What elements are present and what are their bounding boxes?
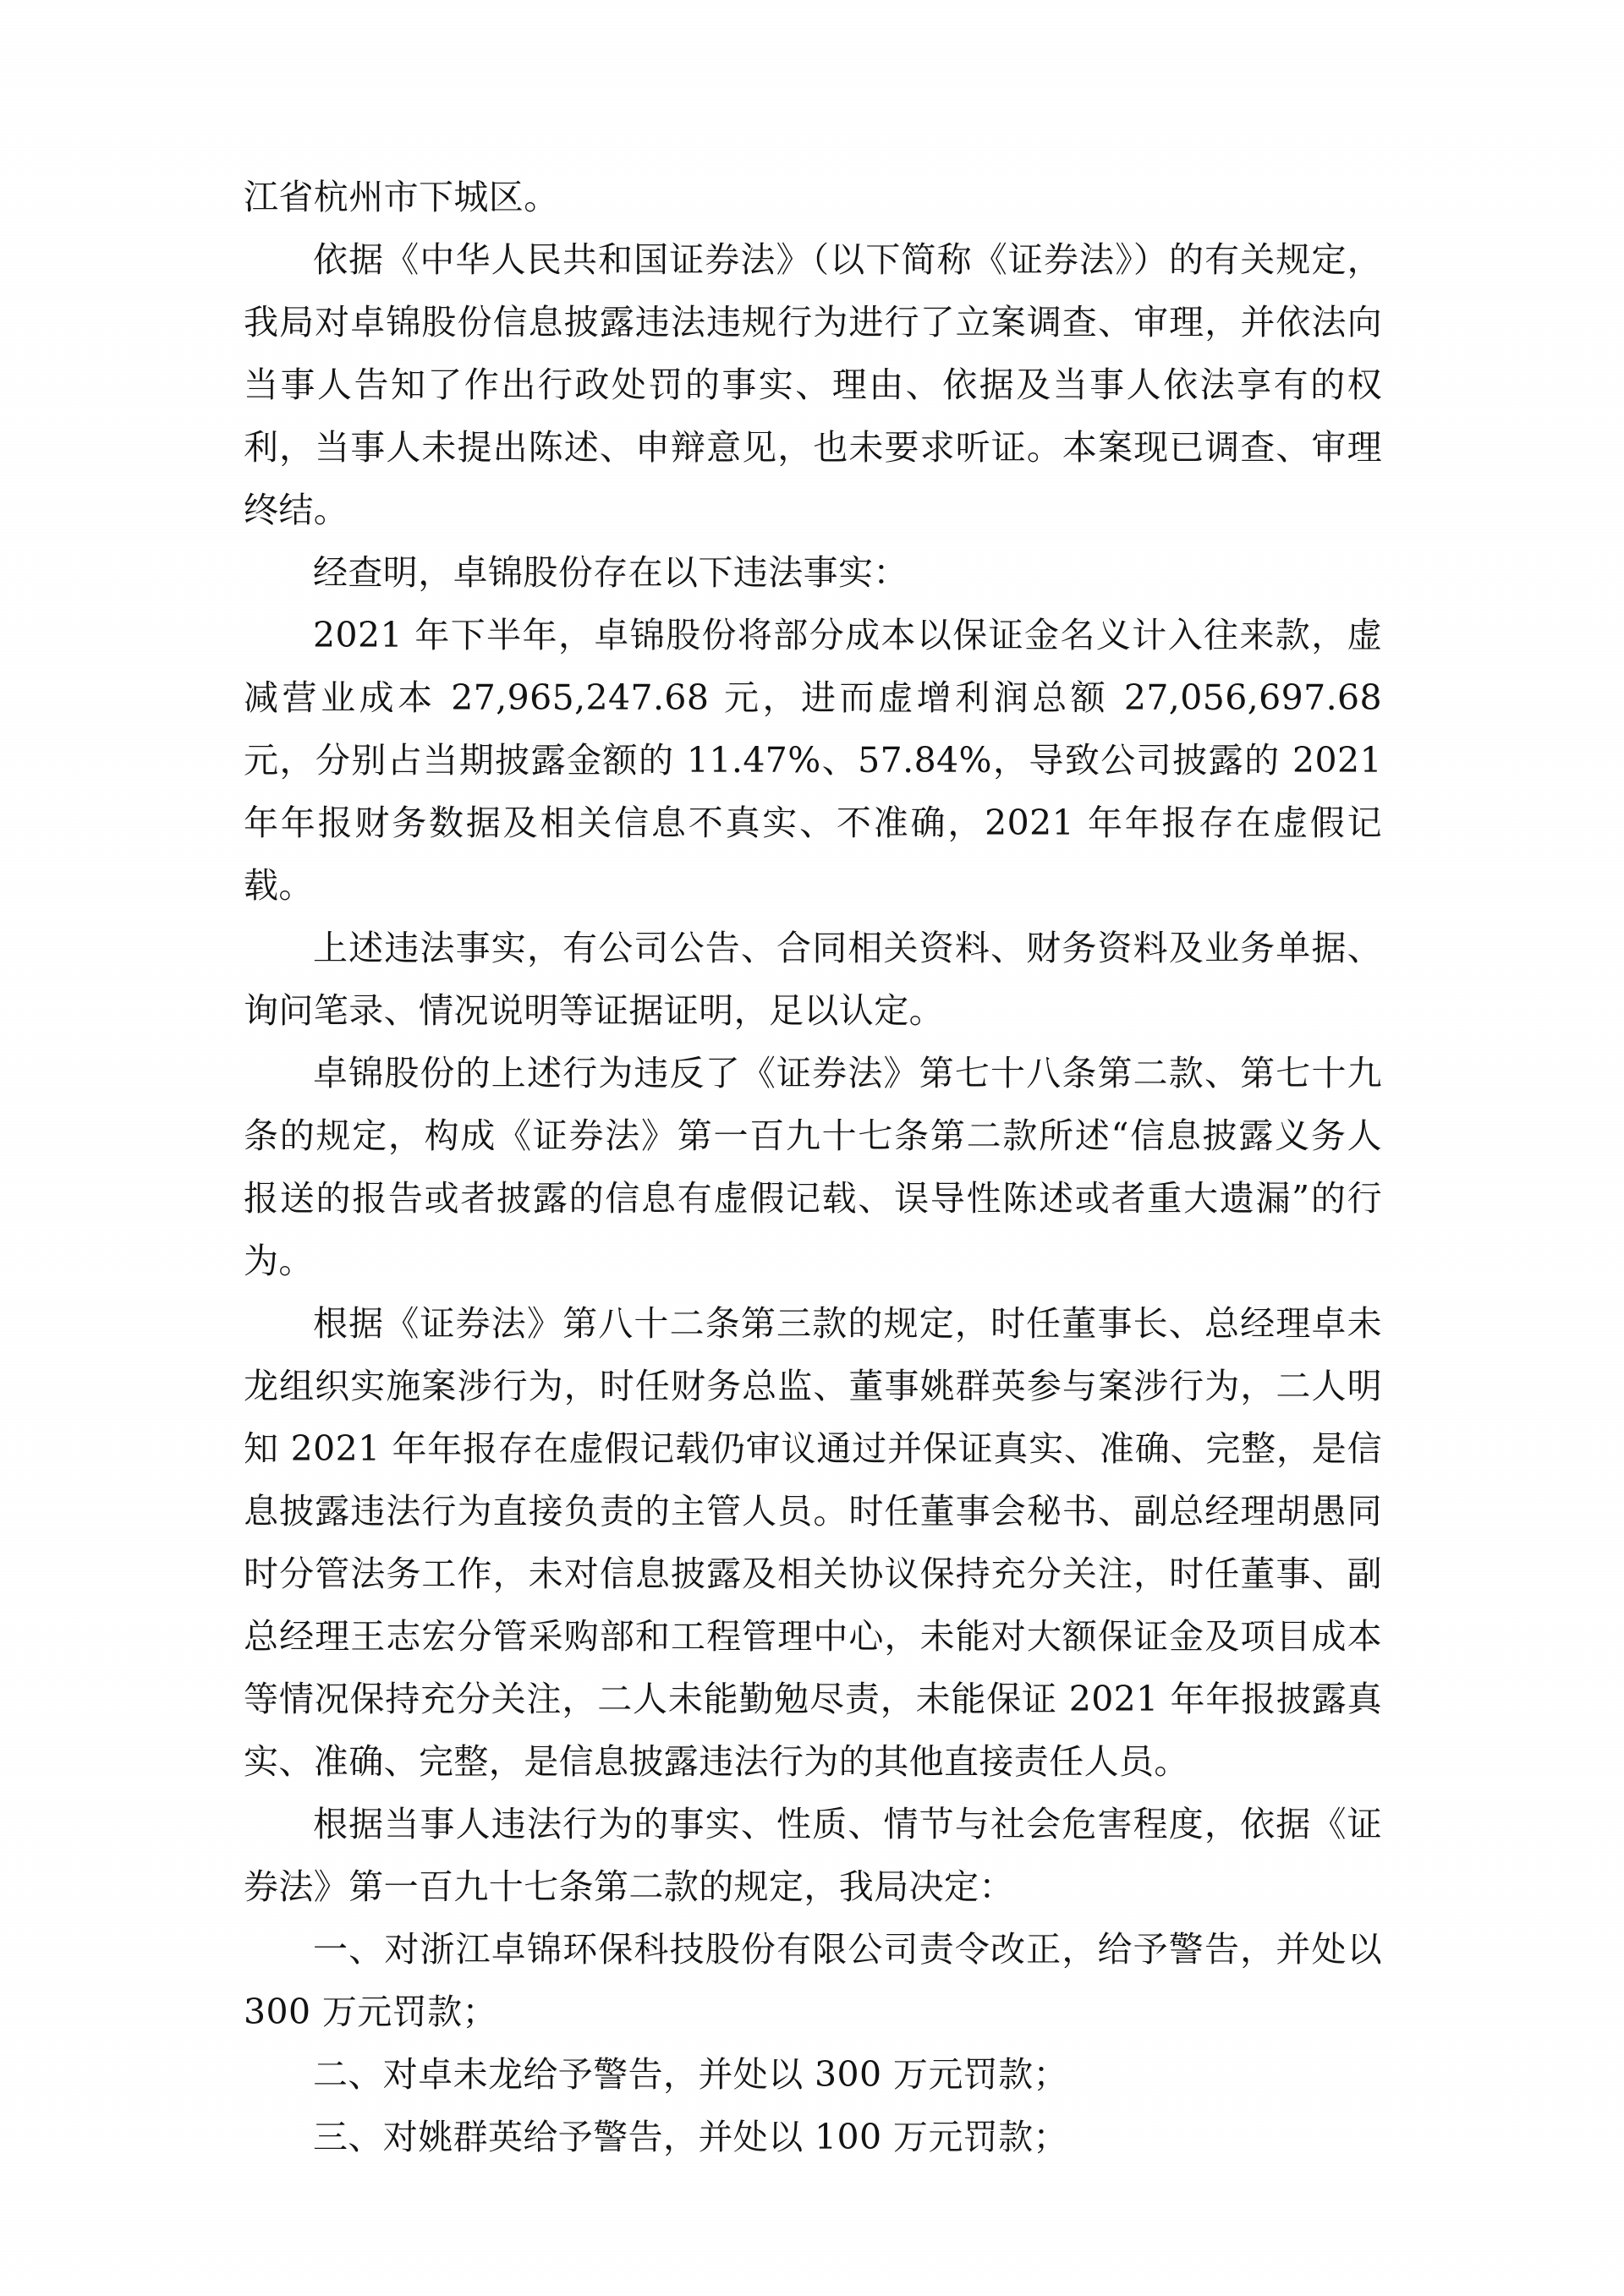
paragraph-responsible-persons: 根据《证券法》第八十二条第三款的规定，时任董事长、总经理卓未龙组织实施案涉行为，时任财务总监、董事姚群英参与案涉行为，二人明知 2021 年年报存在虚假记载仍审议通过并保证真实、准确、完整，是信息披露违法行为直接负责的主管人员。时任董事会秘书、副总经理胡愚同时分管法务工作，未对信息披露及相关协议保持充分关注，时任董事、副总经理王志宏分管采购部和工程管理中心，未能对大额保证金及项目成本等情况保持充分关注，二人未能勤勉尽责，未能保证 2021 年年报披露真实、准确、完整，是信息披露违法行为的其他直接责任人员。: [244, 1303, 1382, 1782]
paragraph-violation-facts: 2021 年下半年，卓锦股份将部分成本以保证金名义计入往来款，虚减营业成本 27,965,247.68 元，进而虚增利润总额 27,056,697.68 元，分别占当期披露金额的 11.47%、57.84%，导致公司披露的 2021 年年报财务数据及相关信息不真实、不准确，2021 年年报存在虚假记载。: [244, 615, 1382, 906]
paragraph-evidence: 上述违法事实，有公司公告、合同相关资料、财务资料及业务单据、询问笔录、情况说明等证据证明，足以认定。: [244, 928, 1382, 1031]
paragraph-decision-basis: 根据当事人违法行为的事实、性质、情节与社会危害程度，依据《证券法》第一百九十七条第二款的规定，我局决定：: [244, 1804, 1382, 1907]
paragraph-decision-item-2: 二、对卓未龙给予警告，并处以 300 万元罚款；: [313, 2054, 1068, 2095]
paragraph-decision-item-1: 一、对浙江卓锦环保科技股份有限公司责令改正，给予警告，并处以 300 万元罚款；: [244, 1929, 1382, 2032]
paragraph-findings-intro: 经查明，卓锦股份存在以下违法事实：: [313, 552, 908, 593]
paragraph-legal-violation: 卓锦股份的上述行为违反了《证券法》第七十八条第二款、第七十九条的规定，构成《证券法》第一百九十七条第二款所述“信息披露义务人报送的报告或者披露的信息有虚假记载、误导性陈述或者重大遗漏”的行为。: [244, 1053, 1382, 1281]
paragraph-decision-item-3: 三、对姚群英给予警告，并处以 100 万元罚款；: [313, 2117, 1068, 2157]
paragraph-continuation-address: 江省杭州市下城区。: [244, 177, 559, 217]
paragraph-legal-basis-investigation: 依据《中华人民共和国证券法》（以下简称《证券法》）的有关规定，我局对卓锦股份信息披露违法违规行为进行了立案调查、审理，并依法向当事人告知了作出行政处罚的事实、理由、依据及当事人依法享有的权利，当事人未提出陈述、申辩意见，也未要求听证。本案现已调查、审理终结。: [244, 239, 1382, 530]
document-body: [244, 166, 1382, 2168]
